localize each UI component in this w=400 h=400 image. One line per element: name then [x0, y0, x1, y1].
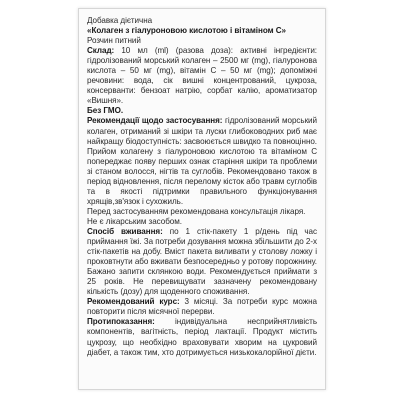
contraindications-label: Протипоказання: [87, 317, 155, 327]
composition-section [87, 46, 317, 106]
gmo-label: Без ГМО. [87, 106, 124, 116]
gmo-section [87, 106, 317, 116]
course-text: 3 місяці. За потреби курс можна повторити після місячної перерви. [87, 297, 317, 317]
not-medicine-note: Не є лікарським засобом. [87, 216, 182, 226]
course-section [87, 297, 317, 317]
usage-text: по 1 стік-пакету 1 р/день під час приймання їжі. За потреби дозування можна збільшити до 2-х стік-пакетів на добу. Вміст пакета виливати у столову ложку і проковтнути або вживати безпосередньо у ротову порожнину. Бажано запити склянкою води. Рекомендується приймати з 25 років. Не перевищувати зазначену рекомендовану кількість (дозу) для щоденного споживання. [87, 226, 318, 297]
recommendations-section [87, 116, 317, 206]
usage-section [87, 227, 317, 297]
recommendations-text: гідролізований морський колаген, отриманий зі шкіри та луски глибоководних риб має найкращу біодоступність: засвоюється швидко та повноцінно. Прийом колагену з гіалуроновою кислотою та вітаміном С попереджає появу перших ознак старіння шкіри та проблеми зі станом волосся, нігтів та суглобів. Рекомендовано також в період відновлення, після перелому кісток або травм суглобів та в якості підтримки правильного функціонування хрящів,зв'язок і сухожиль. [87, 116, 318, 206]
product-name: «Колаген з гіалуроновою кислотою і вітаміном С» [87, 26, 287, 36]
contraindications-section [87, 317, 317, 357]
composition-text: 10 мл (ml) (разова доза): активні інгредієнти: гідролізований морський колаген – 2500 мг (mg), гіалуронова кислота – 50 мг (mg), вітамін С – 50 мг (mg); допоміжні речовини: вода, сік вишні концентрований, цукроза, консерванти: бензоат натрію, сорбат калію, ароматизатор «Вишня». [87, 46, 317, 106]
consultation-note: Перед застосуванням рекомендована консультація лікаря. [87, 206, 306, 216]
supplement-type: Добавка дієтична [87, 16, 153, 25]
usage-label: Спосіб вживання: [87, 226, 163, 236]
course-label: Рекомендований курс: [87, 297, 180, 307]
recommendations-label: Рекомендації щодо застосування: [87, 116, 223, 126]
contraindications-text: індивідуальна несприйнятливість компонентів, вагітність, період лактації. Продукт містить цукрозу, що необхідно враховувати хворим на цукровий діабет, а також тим, хто дотримується низькокалорійної дієти. [87, 317, 317, 357]
product-label [78, 8, 326, 390]
composition-label: Склад: [87, 46, 115, 56]
product-form: Розчин питний [87, 36, 141, 46]
